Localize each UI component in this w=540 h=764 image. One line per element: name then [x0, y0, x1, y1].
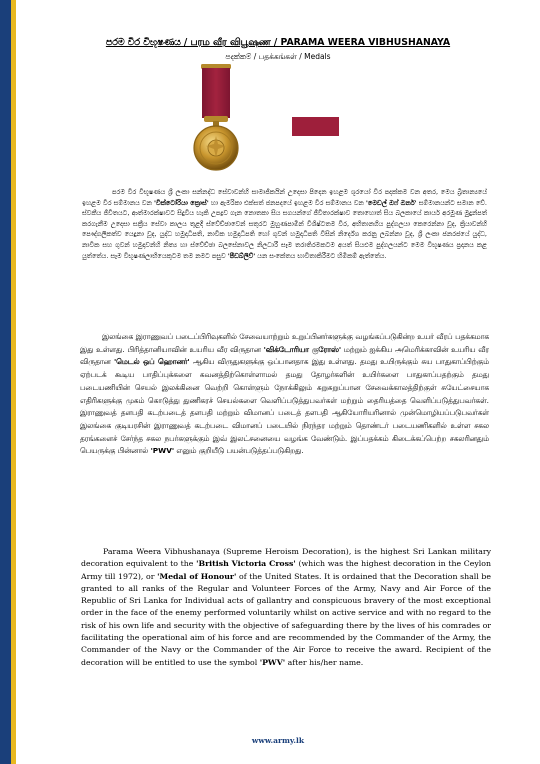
medal-illustration — [187, 64, 245, 176]
tamil-medal-of-honour: 'மெடல் ஒப் ஹொனர்' — [113, 357, 190, 367]
english-text-3: of the United States. It is ordained that the Decoration shall be granted to all ranks of the Regular and Volunteer Forces of the Army, Navy and Air Force of the Republic of Sri Lanka for Individual acts of gallantry and conspicuous bravery of the most exceptional order in the face of the enemy performed voluntarily whilst on active service and with no regard to the risk of his own life and security with the objective of safeguarding there by the lives of his comrades or facilitating the operational aim of his force and are recommended by the Commander of the Army, the Commander of the Navy or the Commander of the Air Force to receive the award. Recipient of the decoration will be entitled to use the symbol — [81, 571, 491, 667]
tamil-text-3: ஆகிய விருதுகளுக்கு ஒப்பானதாக இது உள்ளது. தமது உயிருக்கும் சுய பாதுகாப்பிற்கும் ஏற்படக் கூடிய பாதிப்புக்களை கவனத்திற்கொள்ளாமல் தமது தோழர்களின் உயிர்களை பாதுகாப்பதற்கும் தமது படையணியின் செயல் இலக்கினை வெற்றி கொள்ளும் நோக்கிலும் சுறுசுறுப்பான சேவைக்காலத்திற்குள் சுயேட்சையாக எதிரிகளுக்கு முகம் கொடுத்து துணிகரச் செயல்களை வெளிப்படுத்துபவர்கள் மற்றும் தைரியத்தை வெளிப்படுத்துபவர்கள். இராணுவத் தளபதி கடற்படைத் தளபதி மற்றும் விமானப் படைத் தளபதி ஆகியோரியரினால் முன்மொழியப்படுபவர்கள் இலங்கை குடியரசின் இராணுவத் கடற்படை விமானப் படையில் நிரந்தர மற்றும் தொண்டர் படையணிகளில் உள்ள சகல தரங்களைச் சேர்ந்த சகல நபர்களுக்கும் இவ் இலட்சனையை வழங்க வேண்டும். இப்பதக்கம் கிடைக்கப்பெற்ற சகலரினதும் பெயருக்கு பின்னால் — [80, 357, 489, 456]
english-text-1: Parama Weera Vibhushanaya (Supreme Heroism Decoration), is the highest Sri Lankan military decoration equivalent to the — [81, 547, 491, 569]
sinhala-medal-of-honour: 'මෙඩල් ඔෆ් ඔනර්' — [365, 198, 417, 207]
english-text-4: after his/her name. — [285, 657, 364, 667]
tamil-description — [80, 331, 489, 513]
medal-image — [187, 64, 245, 176]
ribbon-bar — [292, 117, 339, 136]
tamil-pwv-symbol: 'PWV' — [150, 446, 175, 456]
sinhala-text-3: සම්මානයන්ට සමාන වේ. ස්වකීය ජීවිතයට, ආත්මාරක්ෂාවට සිදුවිය හැකි උපද්‍රව ගැන නොතකා සිය සගයන්ගේ ජීවිතාරක්ෂාව තොහොත් සිය බලකායේ කාර්ය අරමුණ මුදුන්පත් කරගැනීම උදෙසා සක්‍රීය සේවා කාලය තුළදී ස්වේච්ඡාවෙන් සතුරට මුහුණපාමින් විශිෂ්ටතම වීර, අභිතානගිය පුද්ගලයා කෙරෙන්නා වූද, ක්‍රියාවන්හි පෞද්ගලිකත්ව යෙදුනා වූද, යුද්ධ හමුදාධිපති, නාවික හමුදාධිපති හෝ ගුවන් හමුදාධිපති විසින් නිර්දේශ කරනු ලබන්නා වූද, ශ්‍රී ලංකා ජනරජයේ යුද්ධ, නාවික සහ ගුවන් හමුදාවන්හි නිත්‍ය හා ස්වේච්ඡා බලසේනාවල නිලධාරී සෑම තරාතිරමකටම අයත් සියළුම පුද්ගලයන්ට මෙම විභූෂණය ප්‍රදානය කළ යුත්තේය. සෑම විභූෂණලාභියෙකුටම තම නමට පසුව — [82, 198, 487, 260]
english-medal-of-honour: 'Medal of Honour' — [157, 571, 237, 581]
left-blue-stripe — [0, 0, 11, 764]
sinhala-text-1: පරම වීර විභූෂණය ශ්‍රී ලංකා සන්නද්ධ සේවාවන්හි සාමාජිකයින් උදෙසා පිදෙන ඉහළම ශූරයෝ වීර පදක්කම වන අතර, මෙය බ්‍රිතාන්‍යයේ ඉහළම වීර සම්මානය වන — [82, 188, 487, 207]
sinhala-pwv-symbol: 'පීඩබ්ලිව්' — [227, 251, 256, 260]
english-description — [81, 546, 491, 716]
tamil-victoria-cross: 'விக்டோரியா குரோஸ்' — [263, 344, 342, 354]
tamil-text-2: மற்றும் ஐக்கிய அமெரிக்காவின் உயரிய வீர விருதான — [80, 344, 489, 367]
page-title: පරම වීර විභූෂණය / பரம வீர விபூஷண / PARAMA WEERA VIBHUSHANAYA — [105, 37, 451, 48]
tamil-text-4: எனும் குறியீடு பயன்படுத்தப்படுகிறது. — [174, 446, 304, 456]
english-text-2: (which was the highest decoration in the Ceylon Army till 1972), or — [81, 559, 491, 581]
sinhala-description — [82, 187, 487, 313]
sinhala-text-4: යන සංකේතය භාවිතාකිරීමට හිමිකම් ඇත්තේය. — [255, 251, 387, 260]
english-victoria-cross: 'British Victoria Cross' — [196, 559, 296, 569]
english-pwv-symbol: 'PWV' — [259, 657, 286, 667]
sinhala-victoria-cross: 'වික්ටෝරියා ක්‍රොස්' — [153, 198, 209, 207]
tamil-text-1: இலங்கை இராணுவப் படைப்பிரிவுகளில் சேவையாற்றும் உறுப்பினர்களுக்கு வழங்கப்படுகின்ற உயர் வீரப் பதக்கமாக இது உள்ளது. பிரித்தானியாவின் உயரிய வீர விருதான — [80, 332, 489, 354]
document-page — [16, 0, 540, 764]
website-link[interactable]: www.army.lk — [251, 736, 305, 745]
page-subtitle: පදක්කම් / பதக்கங்கள் / Medals — [225, 52, 331, 61]
sinhala-text-2: හා ඇමරිකා එක්සත් ජනපදයේ ඉහළම වීර සම්මානය වන — [208, 198, 366, 207]
